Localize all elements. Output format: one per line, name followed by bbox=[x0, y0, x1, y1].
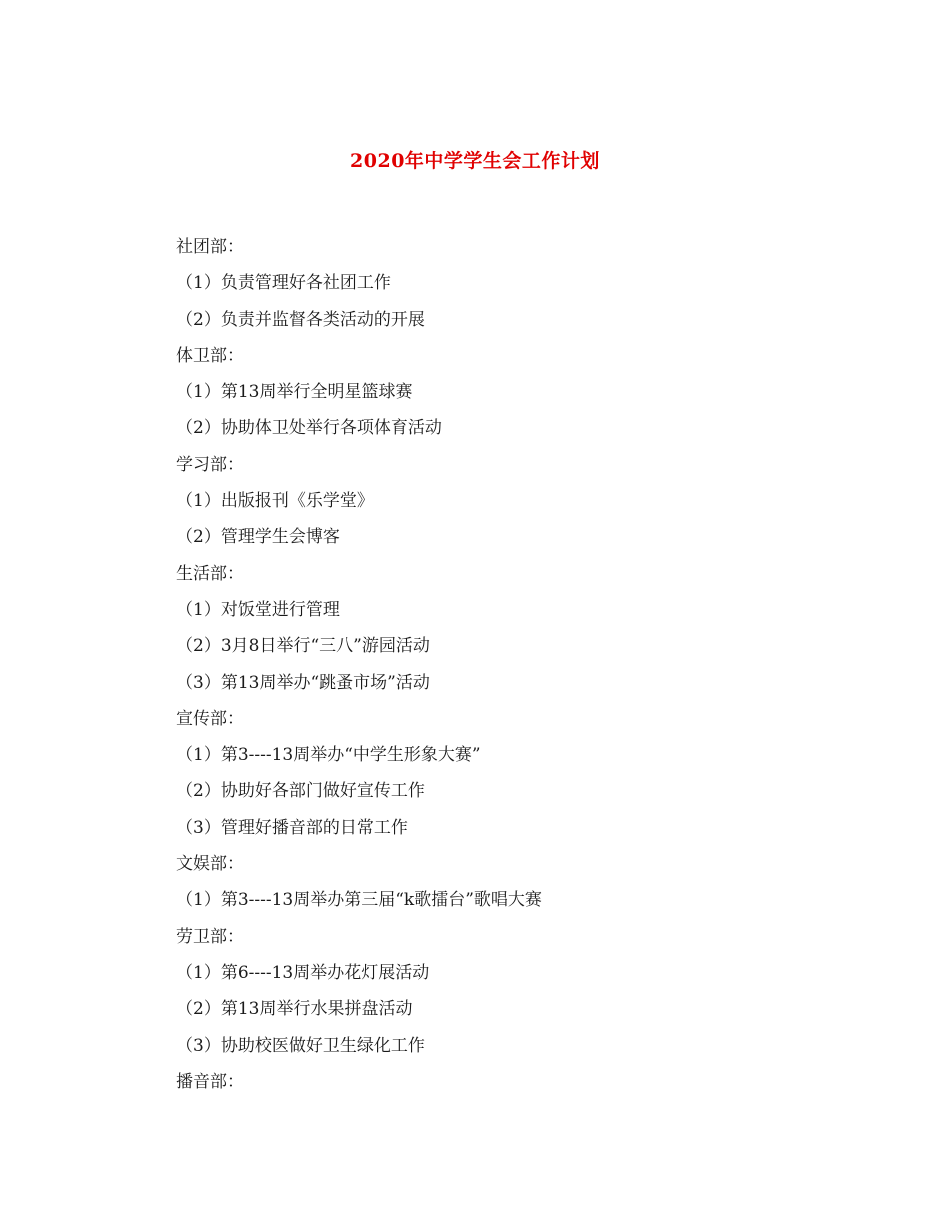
list-item: （2）负责并监督各类活动的开展 bbox=[176, 309, 425, 330]
list-item: （2）3月8日举行“三八”游园活动 bbox=[176, 636, 430, 657]
department-heading: 文娱部： bbox=[176, 854, 244, 875]
list-item: （3）协助校医做好卫生绿化工作 bbox=[176, 1035, 425, 1056]
list-item: （1）负责管理好各社团工作 bbox=[176, 273, 391, 294]
list-item: （1）对饭堂进行管理 bbox=[176, 599, 340, 620]
list-item: （1）第6----13周举办花灯展活动 bbox=[176, 962, 430, 983]
department-heading: 劳卫部： bbox=[176, 926, 244, 947]
list-item: （1）第3----13周举办“中学生形象大赛” bbox=[176, 745, 481, 766]
department-heading: 体卫部： bbox=[176, 345, 244, 366]
department-heading: 播音部： bbox=[176, 1071, 244, 1092]
list-item: （3）第13周举办“跳蚤市场”活动 bbox=[176, 672, 430, 693]
list-item: （2）协助好各部门做好宣传工作 bbox=[176, 781, 425, 802]
document-title: 2020年中学学生会工作计划 bbox=[350, 150, 600, 172]
department-heading: 学习部： bbox=[176, 454, 244, 475]
department-heading: 宣传部： bbox=[176, 708, 244, 729]
list-item: （1）出版报刊《乐学堂》 bbox=[176, 491, 374, 512]
department-heading: 社团部： bbox=[176, 237, 244, 257]
list-item: （1）第13周举行全明星篮球赛 bbox=[176, 382, 413, 403]
list-item: （2）第13周举行水果拼盘活动 bbox=[176, 999, 413, 1020]
department-heading: 生活部： bbox=[176, 563, 244, 584]
list-item: （3）管理好播音部的日常工作 bbox=[176, 817, 408, 838]
list-item: （1）第3----13周举办第三届“k歌擂台”歌唱大赛 bbox=[176, 890, 542, 911]
list-item: （2）协助体卫处举行各项体育活动 bbox=[176, 418, 442, 439]
list-item: （2）管理学生会博客 bbox=[176, 527, 340, 548]
document-body bbox=[176, 229, 876, 1100]
